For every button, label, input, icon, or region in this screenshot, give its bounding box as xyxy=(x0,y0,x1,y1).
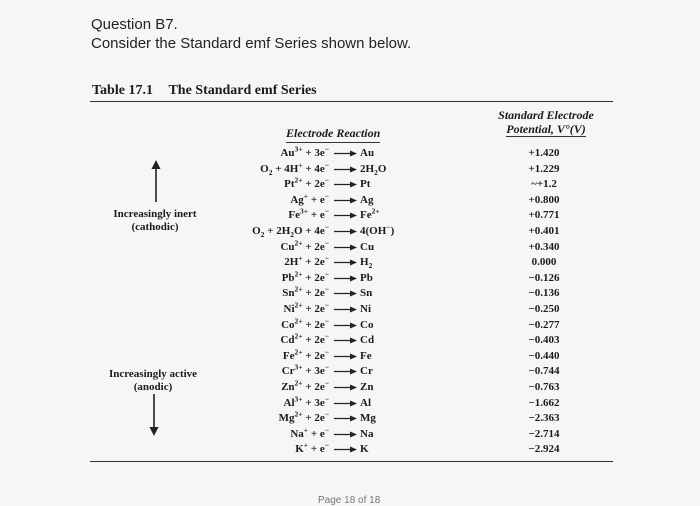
reaction-arrow-icon xyxy=(333,442,357,456)
electrode-potential: −2.714 xyxy=(528,427,560,440)
reaction-lhs: $Cd^{2+} + 2e^-$ xyxy=(280,331,329,347)
reaction-lhs: $Mg^{2+} + 2e^-$ xyxy=(278,409,329,425)
reaction-rhs: Au xyxy=(360,147,375,159)
electrode-potential: −0.126 xyxy=(528,271,560,284)
reaction-rhs: Al xyxy=(360,396,371,409)
reaction-arrow-icon xyxy=(333,333,357,347)
reaction-lhs: $Au^{3+} + 3e^-$ xyxy=(280,144,329,159)
reaction-rhs: Cu xyxy=(360,240,375,253)
reaction-rhs: $Fe^{2+}$ xyxy=(360,206,380,222)
side-label-inert xyxy=(90,208,220,234)
electrode-potential: +0.771 xyxy=(528,209,560,222)
reaction-lhs: $Cr^{3+} + 3e^-$ xyxy=(281,362,329,378)
electrode-potential: −0.136 xyxy=(528,287,560,300)
column-header-potential-line1: Standard Electrode xyxy=(498,108,594,122)
electrode-potential: −0.403 xyxy=(528,334,560,347)
reaction-arrow-icon xyxy=(333,302,357,316)
side-label-active-line1: Increasingly active xyxy=(108,368,198,380)
arrow-down-icon xyxy=(148,394,160,436)
reaction-lhs: $Al^{3+} + 3e^-$ xyxy=(283,393,329,409)
reaction-lhs: $Sn^{2+} + 2e^-$ xyxy=(282,284,329,300)
reaction-arrow-icon xyxy=(333,255,357,269)
reaction-arrow-icon xyxy=(333,146,357,160)
reaction-lhs: $Cu^{2+} + 2e^-$ xyxy=(280,237,329,253)
reaction-lhs: $Pt^{2+} + 2e^-$ xyxy=(284,175,329,191)
electrode-potential: −0.250 xyxy=(528,303,560,315)
reaction-arrow-icon xyxy=(333,162,357,176)
reaction-rhs: $H_2$ xyxy=(360,256,373,271)
reaction-lhs: $Zn^{2+} + 2e^-$ xyxy=(281,378,329,393)
reaction-rhs: Fe xyxy=(360,349,372,362)
reaction-arrow-icon xyxy=(333,396,357,410)
electrode-potential: −1.662 xyxy=(528,396,560,409)
reaction-lhs: $O_2 + 2H_2O + 4e^-$ xyxy=(252,222,329,240)
reaction-rhs: Na xyxy=(360,427,374,440)
electrode-potential: −0.744 xyxy=(528,365,560,378)
reaction-lhs: $Ni^{2+} + 2e^-$ xyxy=(283,300,329,315)
reaction-rhs: Pb xyxy=(360,271,373,284)
reaction-rhs: Mg xyxy=(360,412,376,425)
reaction-rhs: Cr xyxy=(360,365,373,378)
reaction-lhs: K+ + e− xyxy=(295,440,329,456)
table-bottom-rule xyxy=(90,461,613,462)
reaction-rhs: Pt xyxy=(360,178,371,191)
column-header-potential-line2: Potential, V°(V) xyxy=(506,122,586,136)
electrode-potential: +0.340 xyxy=(528,240,560,253)
reaction-lhs: $Fe^{2+} + 2e^-$ xyxy=(282,347,329,362)
reaction-rhs: $2H_2O$ xyxy=(360,162,387,177)
reaction-rhs: K xyxy=(360,443,369,456)
reaction-arrow-icon xyxy=(333,286,357,300)
reaction-rhs: Sn xyxy=(360,287,373,300)
reaction-arrow-icon xyxy=(333,411,357,425)
electrode-potential: ~+1.2 xyxy=(531,178,557,191)
side-label-active xyxy=(88,368,218,394)
side-label-inert-line1: Increasingly inert xyxy=(113,208,197,220)
reaction-rhs: 4(OH−) xyxy=(360,222,395,237)
reaction-arrow-icon xyxy=(333,427,357,441)
electrode-potential: −2.924 xyxy=(528,443,560,456)
reaction-lhs: Na+ + e− xyxy=(290,425,329,440)
table-top-rule xyxy=(90,101,613,102)
reaction-lhs: $O_2 + 4H^+ + 4e^-$ xyxy=(260,159,329,177)
reaction-arrow-icon xyxy=(333,208,357,222)
reaction-arrow-icon xyxy=(333,318,357,332)
question-title: Question B7. xyxy=(91,16,178,33)
column-header-reaction: Electrode Reaction xyxy=(286,126,380,143)
reaction-arrow-icon xyxy=(333,349,357,363)
electrode-potential: +1.420 xyxy=(528,147,560,159)
electrode-potential: +0.800 xyxy=(528,193,560,206)
reaction-arrow-icon xyxy=(333,364,357,378)
reaction-lhs: $Fe^{3+} + e^-$ xyxy=(288,206,329,222)
column-header-potential xyxy=(482,108,610,137)
reaction-rhs: Co xyxy=(360,318,374,331)
electrode-potential: −0.440 xyxy=(528,349,560,362)
reaction-rhs: Ag xyxy=(360,193,374,206)
reaction-arrow-icon xyxy=(333,224,357,238)
reaction-lhs: 2H+ + 2e− xyxy=(284,253,329,269)
reaction-arrow-icon xyxy=(333,271,357,285)
side-label-active-line2: (anodic) xyxy=(133,381,173,393)
reaction-lhs: $Co^{2+} + 2e^-$ xyxy=(281,315,329,331)
arrow-up-icon xyxy=(150,160,162,202)
electrode-potential: +0.401 xyxy=(528,225,560,237)
electrode-potential: −2.363 xyxy=(528,412,560,425)
reaction-arrow-icon xyxy=(333,240,357,254)
side-label-inert-line2: (cathodic) xyxy=(131,221,179,233)
reaction-arrow-icon xyxy=(333,177,357,191)
reaction-lhs: $Pb^{2+} + 2e^-$ xyxy=(281,269,329,284)
table-label: Table 17.1 xyxy=(92,83,153,98)
table-caption xyxy=(92,83,317,99)
reaction-rhs: Cd xyxy=(360,334,375,347)
reaction-arrow-icon xyxy=(333,193,357,207)
electrode-potential: −0.763 xyxy=(528,381,560,393)
electrode-potential: +1.229 xyxy=(528,162,560,175)
table-title: The Standard emf Series xyxy=(168,83,317,98)
page-footer: Page 18 of 18 xyxy=(318,495,381,506)
electrode-potential: 0.000 xyxy=(531,256,557,269)
reaction-rhs: Zn xyxy=(360,381,374,393)
reaction-arrow-icon xyxy=(333,380,357,394)
electrode-potential: −0.277 xyxy=(528,318,560,331)
question-prompt: Consider the Standard emf Series shown below. xyxy=(91,35,412,52)
reaction-rhs: Ni xyxy=(360,303,371,315)
reaction-lhs: Ag+ + e− xyxy=(290,191,329,206)
